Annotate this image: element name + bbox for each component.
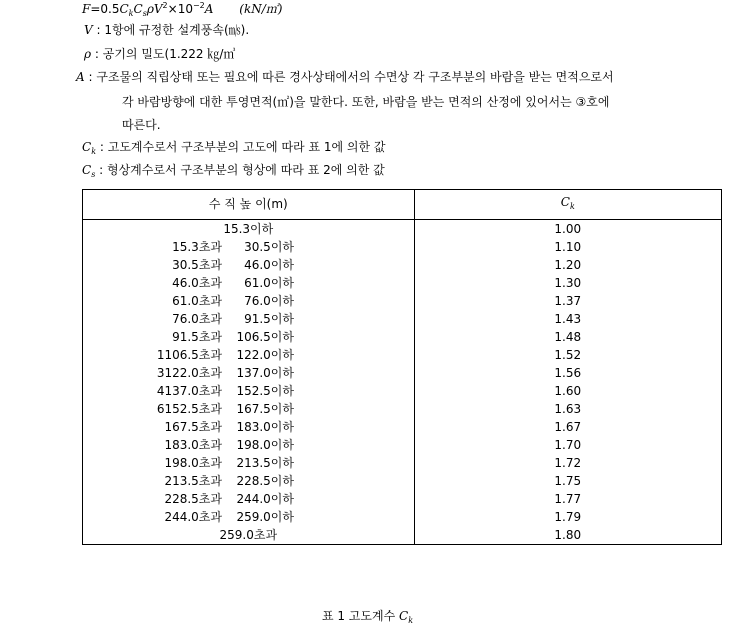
table-row: [83, 364, 722, 382]
height-lower-bound: 4137.0초과: [156, 384, 222, 398]
height-range: 15.3이하: [223, 222, 274, 236]
table-row: [83, 526, 722, 545]
header-ck: [414, 190, 721, 220]
height-lower-bound: 76.0초과: [172, 312, 222, 326]
table-row: [83, 256, 722, 274]
height-upper-bound: 91.5이하: [244, 312, 294, 326]
def-Ck-text: : 고도계수로서 구조부분의 고도에 따라 표 1에 의한 값: [99, 140, 386, 154]
ck-value: 1.63: [414, 400, 721, 418]
height-lower-bound: 213.5초과: [164, 474, 222, 488]
formula-A: A: [204, 2, 214, 16]
ck-value: 1.00: [414, 220, 721, 239]
height-lower-bound: 15.3초과: [172, 240, 222, 254]
height-upper-bound: 152.5이하: [236, 384, 294, 398]
ck-value: 1.75: [414, 472, 721, 490]
table-row: [83, 382, 722, 400]
ck-value: 1.72: [414, 454, 721, 472]
table-row: [83, 508, 722, 526]
height-range-cell: [83, 220, 415, 239]
formula-eq: =0.5: [90, 2, 120, 16]
def-A-symbol: A: [76, 70, 85, 84]
height-range-cell: [83, 328, 415, 346]
table-row: [83, 436, 722, 454]
height-lower-bound: 46.0초과: [172, 276, 222, 290]
table-row: [83, 472, 722, 490]
height-lower-bound: 1106.5초과: [156, 348, 222, 362]
def-A-text-2: 각 바람방향에 대한 투영면적(㎡)을 말한다. 또한, 바람을 받는 면적의 산정에 있어서는 ③호에: [122, 95, 610, 109]
table-row: [83, 328, 722, 346]
def-V-text: : 1항에 규정한 설계풍속(㎧).: [96, 23, 250, 37]
height-upper-bound: 122.0이하: [236, 348, 294, 362]
height-upper-bound: 213.5이하: [236, 456, 294, 470]
formula-c1-sub: k: [128, 9, 134, 18]
height-range-cell: [83, 382, 415, 400]
height-range-cell: [83, 274, 415, 292]
ck-value: 1.30: [414, 274, 721, 292]
formula-c2: C: [133, 2, 143, 16]
height-range: 259.0초과: [219, 528, 278, 542]
table-row: [83, 346, 722, 364]
table-row: [83, 310, 722, 328]
def-V-symbol: V: [84, 23, 93, 37]
table-body: [83, 220, 722, 545]
height-range-cell: [83, 490, 415, 508]
table-caption: [0, 607, 735, 625]
height-range-cell: [83, 364, 415, 382]
ck-value: 1.56: [414, 364, 721, 382]
height-lower-bound: 30.5초과: [172, 258, 222, 272]
formula-c2-sub: s: [142, 9, 147, 18]
ck-value: 1.43: [414, 310, 721, 328]
height-upper-bound: 46.0이하: [244, 258, 294, 272]
height-upper-bound: 30.5이하: [244, 240, 294, 254]
def-Cs: [82, 162, 385, 183]
def-rho: [84, 46, 235, 62]
def-Cs-sub: s: [91, 170, 96, 179]
table-row: [83, 400, 722, 418]
height-range-cell: [83, 238, 415, 256]
height-lower-bound: 91.5초과: [172, 330, 222, 344]
height-upper-bound: 76.0이하: [244, 294, 294, 308]
height-upper-bound: 259.0이하: [236, 510, 294, 524]
ck-value: 1.80: [414, 526, 721, 545]
header-vertical-height: 수 직 높 이(m): [83, 190, 415, 220]
height-lower-bound: 198.0초과: [164, 456, 222, 470]
ck-value: 1.77: [414, 490, 721, 508]
height-range-cell: [83, 472, 415, 490]
height-lower-bound: 228.5초과: [164, 492, 222, 506]
height-lower-bound: 61.0초과: [172, 294, 222, 308]
height-range-cell: [83, 292, 415, 310]
formula-mult: ×10: [167, 2, 193, 16]
table-header-row: [83, 190, 722, 220]
height-range-cell: [83, 436, 415, 454]
header-ck-sub: k: [569, 202, 575, 211]
ck-value: 1.20: [414, 256, 721, 274]
height-upper-bound: 137.0이하: [236, 366, 294, 380]
def-Ck-sub: k: [91, 147, 97, 156]
height-upper-bound: 198.0이하: [236, 438, 294, 452]
altitude-coefficient-table: [82, 189, 722, 545]
def-A-line2: [122, 94, 609, 110]
def-Ck: [82, 139, 386, 160]
height-upper-bound: 183.0이하: [236, 420, 294, 434]
ck-value: 1.48: [414, 328, 721, 346]
table-row: [83, 490, 722, 508]
formula-F: F: [82, 2, 91, 16]
height-upper-bound: 61.0이하: [244, 276, 294, 290]
ck-value: 1.10: [414, 238, 721, 256]
header-ck-symbol: C: [560, 195, 570, 209]
ck-value: 1.79: [414, 508, 721, 526]
height-range-cell: [83, 400, 415, 418]
height-range-cell: [83, 346, 415, 364]
height-range-cell: [83, 256, 415, 274]
height-lower-bound: 3122.0초과: [156, 366, 222, 380]
height-lower-bound: 244.0초과: [164, 510, 222, 524]
height-range-cell: [83, 310, 415, 328]
height-upper-bound: 167.5이하: [236, 402, 294, 416]
def-A-line3: [122, 117, 161, 133]
height-lower-bound: 183.0초과: [164, 438, 222, 452]
table-row: [83, 238, 722, 256]
def-Ck-symbol: C: [82, 140, 92, 154]
formula-exp2: −2: [192, 1, 205, 10]
ck-value: 1.52: [414, 346, 721, 364]
table-row: [83, 418, 722, 436]
height-range-cell: [83, 508, 415, 526]
ck-value: 1.37: [414, 292, 721, 310]
formula-V: V: [153, 2, 163, 16]
height-upper-bound: 228.5이하: [236, 474, 294, 488]
def-Cs-symbol: C: [82, 163, 92, 177]
height-upper-bound: 106.5이하: [236, 330, 294, 344]
caption-symbol: C: [399, 609, 409, 623]
def-rho-text: : 공기의 밀도(1.222 ㎏/㎥: [94, 47, 236, 61]
caption-sub: k: [408, 616, 414, 625]
table-row: [83, 292, 722, 310]
def-V: [84, 22, 249, 38]
table-row: [83, 220, 722, 239]
height-range-cell: [83, 454, 415, 472]
ck-value: 1.67: [414, 418, 721, 436]
height-lower-bound: 6152.5초과: [156, 402, 222, 416]
def-A-text-1: : 구조물의 직립상태 또는 필요에 따른 경사상태에서의 수면상 각 구조부분의 바람을 받는 면적으로서: [88, 70, 614, 84]
table-row: [83, 274, 722, 292]
formula-c1: C: [119, 2, 129, 16]
height-upper-bound: 244.0이하: [236, 492, 294, 506]
ck-value: 1.70: [414, 436, 721, 454]
height-range-cell: [83, 526, 415, 545]
def-A-line1: [76, 69, 614, 85]
ck-value: 1.60: [414, 382, 721, 400]
def-rho-symbol: ρ: [84, 47, 92, 61]
formula-unit: (kN/㎡): [239, 2, 283, 16]
caption-text: 표 1 고도계수: [321, 609, 396, 623]
formula-line: [82, 0, 282, 22]
formula-exp1: 2: [162, 1, 168, 10]
height-lower-bound: 167.5초과: [164, 420, 222, 434]
def-Cs-text: : 형상계수로서 구조부분의 형상에 따라 표 2에 의한 값: [99, 163, 385, 177]
formula-rho: ρ: [146, 2, 154, 16]
table-row: [83, 454, 722, 472]
def-A-text-3: 따른다.: [122, 118, 161, 132]
height-range-cell: [83, 418, 415, 436]
